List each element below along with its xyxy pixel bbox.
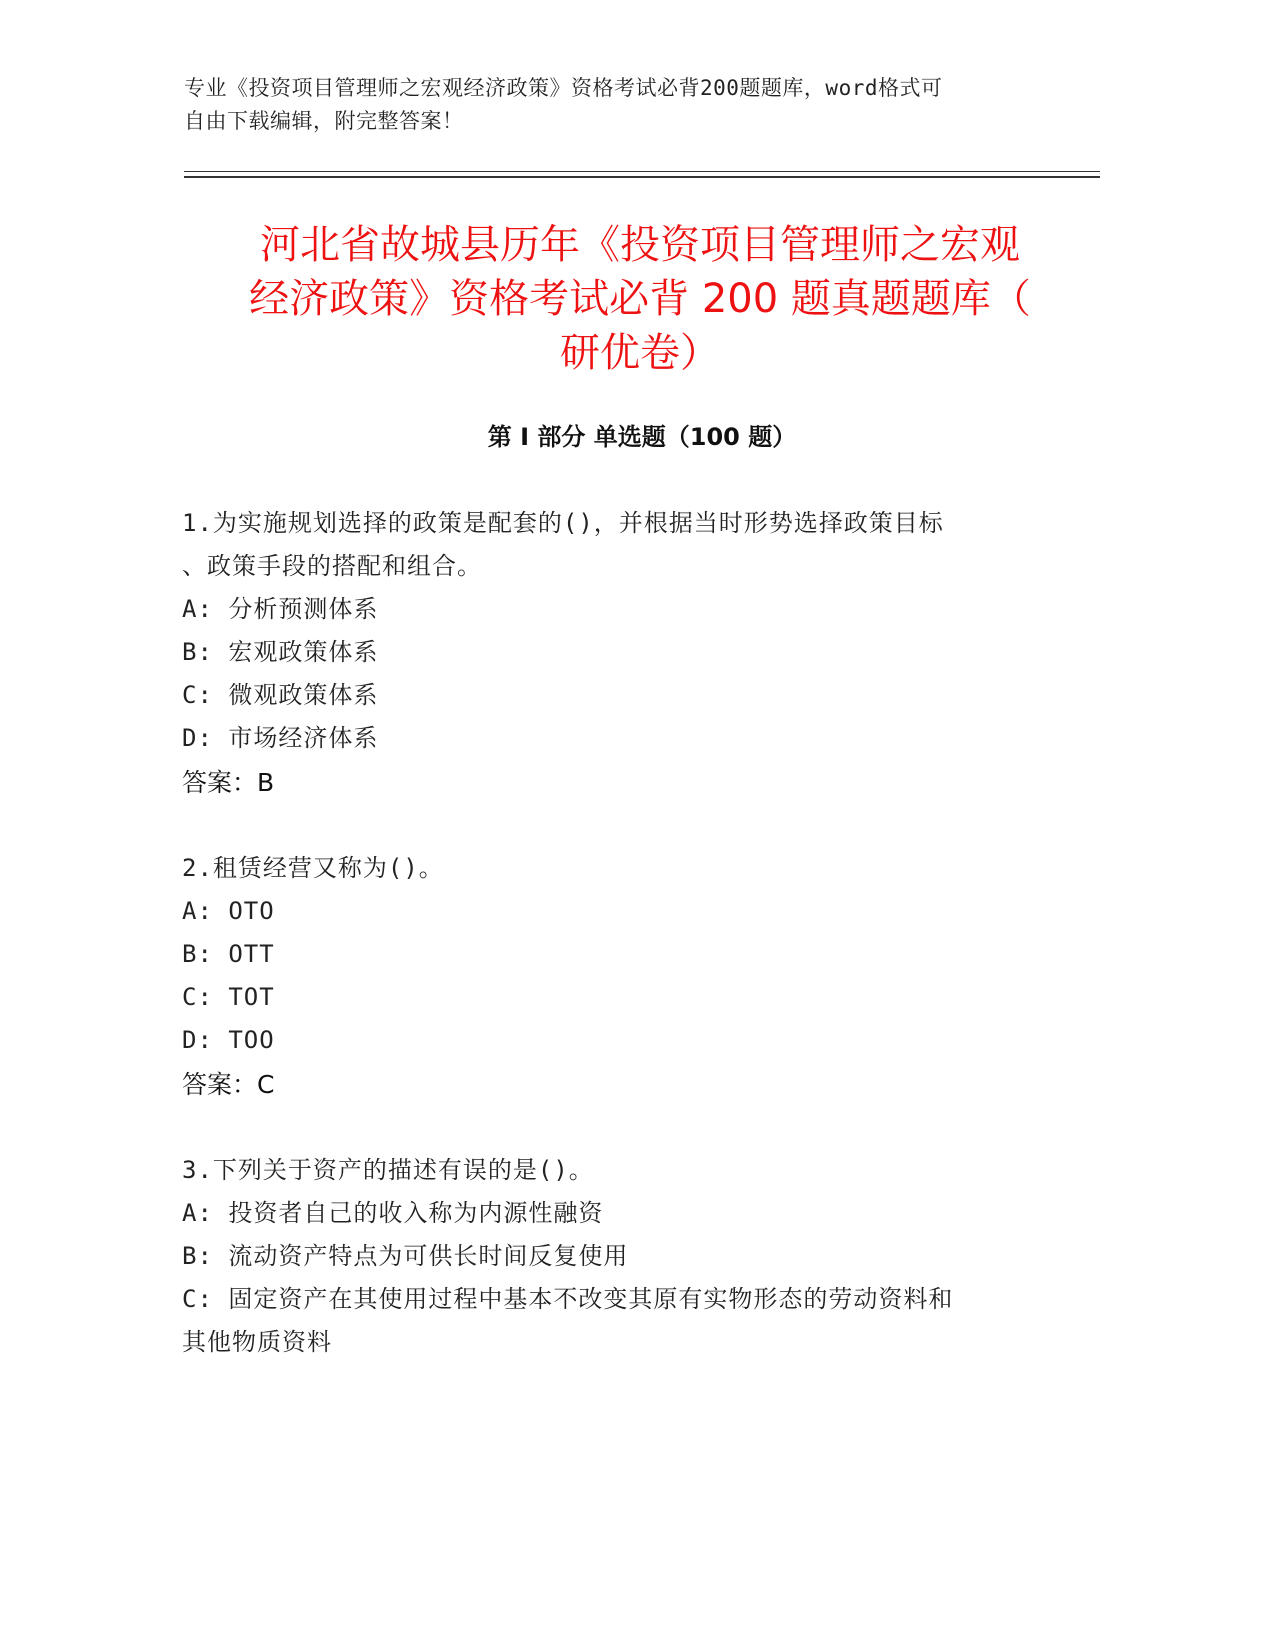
option-a: A: OTO [182,897,275,925]
option-c: C: 微观政策体系 [182,681,379,709]
question-list [182,502,1042,1406]
option-c: C: TOT [182,983,275,1011]
option-b: B: 流动资产特点为可供长时间反复使用 [182,1242,629,1270]
header-note [184,72,1064,138]
option-c: C: 固定资产在其使用过程中基本不改变其原有实物形态的劳动资料和 [182,1285,954,1313]
document-title-line-3: 研优卷） [560,330,720,376]
header-divider-thick [184,176,1100,178]
question-stem-line-1: 1.为实施规划选择的政策是配套的()，并根据当时形势选择政策目标 [182,509,944,537]
question-2 [182,847,1042,1107]
section-title: 第 I 部分 单选题（100 题） [487,423,797,451]
option-d: D: TOO [182,1026,275,1054]
option-a: A: 投资者自己的收入称为内源性融资 [182,1199,604,1227]
answer: 答案：B [182,768,275,797]
option-d: D: 市场经济体系 [182,724,379,752]
question-stem-line-1: 3.下列关于资产的描述有误的是()。 [182,1156,594,1184]
option-a: A: 分析预测体系 [182,595,379,623]
document-title-line-1: 河北省故城县历年《投资项目管理师之宏观 [260,222,1020,268]
document-title-line-2: 经济政策》资格考试必背 200 题真题题库（ [249,276,1031,322]
question-stem-line-2: 、政策手段的搭配和组合。 [182,552,482,580]
question-3 [182,1149,1042,1364]
answer: 答案：C [182,1070,275,1099]
question-stem-line-1: 2.租赁经营又称为()。 [182,854,444,882]
document-title [190,218,1090,380]
option-b: B: OTT [182,940,275,968]
question-1 [182,502,1042,805]
option-b: B: 宏观政策体系 [182,638,379,666]
header-note-line-1: 专业《投资项目管理师之宏观经济政策》资格考试必背200题题库，word格式可 [184,76,943,100]
header-divider-thin [184,171,1100,172]
header-note-line-2: 自由下载编辑，附完整答案！ [184,109,464,133]
option-c-continued: 其他物质资料 [182,1328,332,1356]
